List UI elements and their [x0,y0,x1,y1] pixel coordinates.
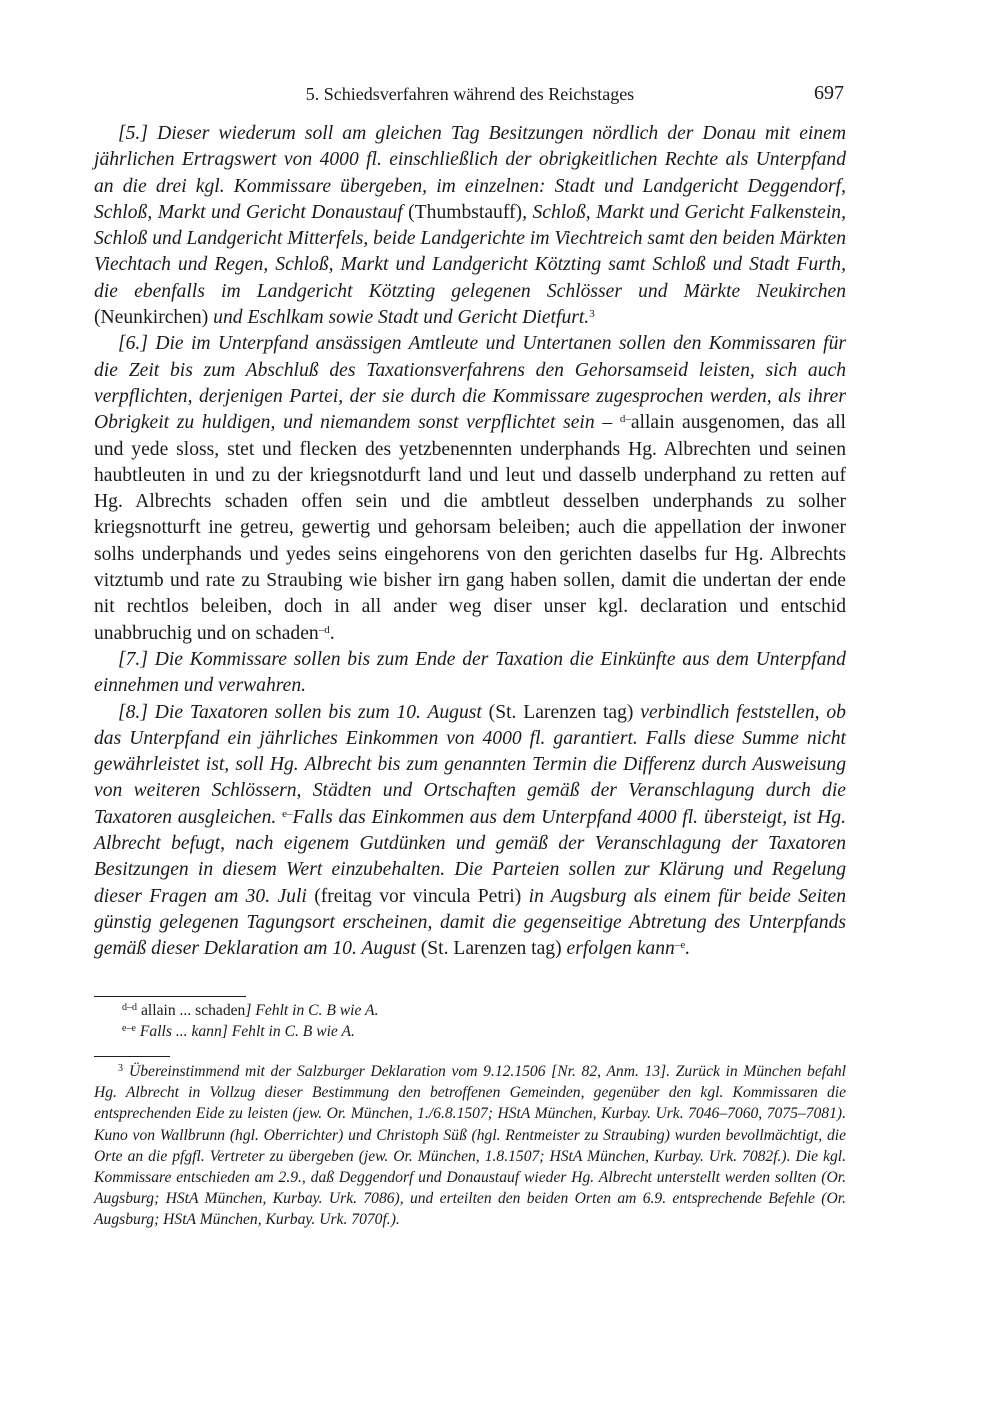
note-marker: 3 [589,308,595,321]
summary-text: Dieser wiederum soll am gleichen Tag Besitzungen nördlich der Donau mit einem jährlichen Ertragswert von 4000 fl. einschließlich der obrigkeitlichen Rechte als Unterpfand an die drei kgl. Kommissare übergeben, im einzelnen: Stadt und Landgericht Deggendorf, Schloß, Markt und Gericht Donaustauf [94,123,846,223]
note-marker: –d [318,623,330,636]
footnote [94,1061,846,1231]
footnote-rule [94,1056,170,1057]
summary-text: in Augsburg als einem für beide Seiten günstig gelegenen Tagungsort erscheinen, damit die gegenseitige Abtretung des Unterpfands gemäß dieser Deklaration am 10. August [94,885,847,960]
running-header [94,82,846,108]
summary-text: . [685,938,691,960]
paragraph-number: [7.] [118,648,155,670]
apparatus-lemma: Falls ... kann [139,1023,222,1040]
paragraph-number: [5.] [118,123,158,144]
note-marker: –e [674,939,686,952]
running-title: 5. Schiedsverfahren während des Reichstages [305,84,635,104]
footnote-mark: 3 [118,1063,123,1074]
apparatus-note: ] Fehlt in C. B wie A. [245,1002,379,1019]
source-quote: (freitag vor vincula Petri) [306,885,529,907]
summary-text: Die Taxatoren sollen bis zum 10. August [154,701,482,723]
footnote-text: Übereinstimmend mit der Salzburger Deklaration vom 9.12.1506 [Nr. 82, Anm. 13]. Zurück in München befahl Hg. Albrecht in Vollzug dieser Bestimmung den betroffenen Gemeinden, gegenüber den kgl. Kommissaren die entsprechenden Eide zu leisten (jew. Or. München, 1./6.8.1507; HStA München, Kurbay. Urk. 7046–7060, 7075–7081). Kuno von Wallbrunn (hgl. Oberrichter) und Christoph Süß (hgl. Rentmeister zu Straubing) wurden bevollmächtigt, die Orte an die pfgfl. Vertreter zu übergeben (jew. Or. München, 1.8.1507; HStA München, Kurbay. Urk. 7082f.). Die kgl. Kommissare entschieden am 2.9., daß Deggendorf und Donaustauf wieder Hg. Albrecht unterstellt werden sollten (Or. Augsburg; HStA München, Kurbay. Urk. 7086), und erteilten den beiden Orten am 6.9. entsprechende Befehle (Or. Augsburg; HStA München, Kurbay. Urk. 7070f.). [94,1063,846,1229]
paragraph [94,700,846,963]
critical-apparatus [122,1000,846,1042]
summary-text: , Schloß, Markt und Gericht Falkenstein, Schloß und Landgericht Mitterfels, beide Landgerichte im Viechtreich samt den beiden Märkten Viechtach und Regen, Schloß, Markt und Landgericht Kötzting samt Schloß und Stadt Furth, die ebenfalls im Landgericht Kötzting gelegenen Schlösser und Märkte Neukirchen [94,201,847,302]
source-quote: (Thumbstauff) [402,201,523,223]
source-quote: allain ausgenomen, das all und yede sloss, stet und flecken des yetzbenennten underphands Hg. Albrechten und seinen haubtleuten in und zu der kriegsnotdurft land und leut und dasselb underphand zu retten auf Hg. Albrechts schaden offen sein und die ambtleut desselben underphands zu solher kriegsnotturft ine getreu, gewertig und gehorsam beleiben; auch die appellation der inwoner solhs underphands und yedes seins eingehorens von den gerichten daselbs fur Hg. Albrechts vitztumb und rate zu Straubing wie bisher irn gang haben sollen, damit die undertan der ende nit rechtlos beleiben, doch in all ander weg diser unser kgl. declaration und entschid unabbruchig und on schaden [94,412,846,644]
source-quote: (St. Larenzen tag) [415,938,567,960]
note-marker: d– [619,413,631,426]
note-marker: e– [282,807,293,820]
apparatus-mark: e–e [122,1023,136,1034]
apparatus-note: ] Fehlt in C. B wie A. [221,1023,355,1040]
paragraph [94,331,846,647]
paragraph [94,121,846,331]
source-quote: . [329,622,335,644]
apparatus-entry [122,1000,846,1021]
paragraph [94,647,846,700]
page-number: 697 [814,82,844,104]
summary-text: Die im Unterpfand ansässigen Amtleute und Untertanen sollen den Kommissaren für die Zeit bis zum Abschluß des Taxationsverfahrens den Gehorsamseid leisten, sich auch verpflichten, derjenigen Partei, der sie durch die Kommissare zugesprochen werden, als ihrer Obrigkeit zu huldigen, und niemandem sonst verpflichtet sein – [94,333,846,434]
main-text [94,121,846,963]
apparatus-entry [122,1021,846,1042]
paragraph-number: [6.] [118,333,156,355]
source-quote: (St. Larenzen tag) [481,701,641,723]
summary-text: erfolgen kann [566,938,675,960]
source-quote: (Neunkirchen) [94,307,214,329]
summary-text: Falls das Einkommen aus dem Unterpfand 4000 fl. übersteigt, ist Hg. Albrecht befugt, nach eigenem Gutdünken und gemäß der Veranschlagung der Taxatoren Besitzungen in diesem Wert einzubehalten. Die Parteien sollen zur Klärung und Regelung dieser Fragen am 30. Juli [94,806,846,907]
summary-text: Die Kommissare sollen bis zum Ende der Taxation die Einkünfte aus dem Unterpfand einnehmen und verwahren. [94,648,846,697]
apparatus-rule [94,996,246,997]
summary-text: und Eschlkam sowie Stadt und Gericht Dietfurt. [213,307,590,329]
footnotes [94,1061,846,1231]
source-quote [612,412,620,433]
apparatus-mark: d–d [122,1002,137,1013]
apparatus-lemma: allain ... schaden [141,1002,246,1019]
summary-text: verbindlich feststellen, ob das Unterpfand ein jährliches Einkommen von 4000 fl. garantiert. Falls diese Summe nicht gewährleistet ist, soll Hg. Albrecht bis zum genannten Termin die Differenz durch Ausweisung von weiteren Schlössern, Städten und Ortschaften gemäß der Veranschlagung durch die Taxatoren ausgleichen. [94,701,846,828]
paragraph-number: [8.] [118,701,155,723]
